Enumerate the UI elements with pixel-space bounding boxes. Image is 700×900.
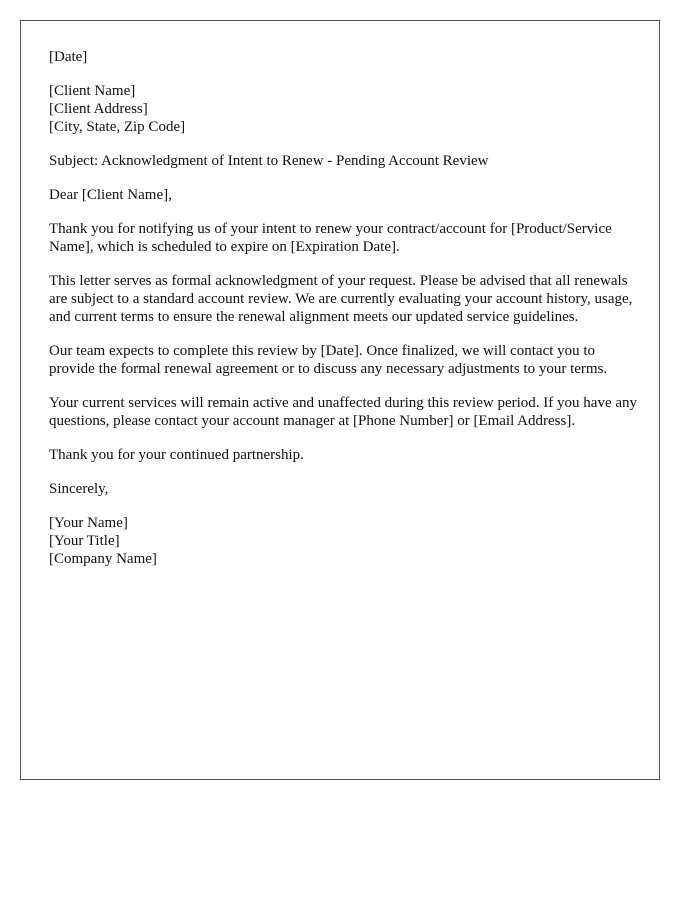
- letter-body: [49, 48, 637, 584]
- signature-block: [49, 514, 637, 568]
- recipient-name: [Client Name]: [49, 83, 136, 99]
- body-paragraph-thanks: Thank you for your continued partnership.: [49, 447, 304, 463]
- signature-title: [Your Title]: [49, 533, 120, 549]
- body-paragraph-timeline: Our team expects to complete this review by [Date]. Once finalized, we will contact you to provide the formal renewal agreement or to discuss any necessary adjustments to your terms.: [49, 343, 608, 377]
- signature-company: [Company Name]: [49, 551, 157, 567]
- signature-name: [Your Name]: [49, 515, 128, 531]
- recipient-address: [Client Address]: [49, 101, 148, 117]
- letter-salutation: Dear [Client Name],: [49, 187, 172, 203]
- letter-subject: Subject: Acknowledgment of Intent to Renew - Pending Account Review: [49, 153, 489, 169]
- body-paragraph-services: Your current services will remain active and unaffected during this review period. If you have any questions, please contact your account manager at [Phone Number] or [Email Address].: [49, 395, 638, 429]
- body-paragraph-intent: Thank you for notifying us of your intent to renew your contract/account for [Product/Service Name], which is scheduled to expire on [Expiration Date].: [49, 221, 612, 255]
- letter-closing: Sincerely,: [49, 481, 109, 497]
- letter-date: [Date]: [49, 49, 88, 65]
- body-paragraph-acknowledgment: This letter serves as formal acknowledgment of your request. Please be advised that all renewals are subject to a standard account review. We are currently evaluating your account history, usage, and current terms to ensure the renewal alignment meets our updated service guidelines.: [49, 273, 633, 325]
- letter-page: [20, 20, 660, 780]
- recipient-city-state-zip: [City, State, Zip Code]: [49, 119, 186, 135]
- recipient-block: [49, 82, 637, 136]
